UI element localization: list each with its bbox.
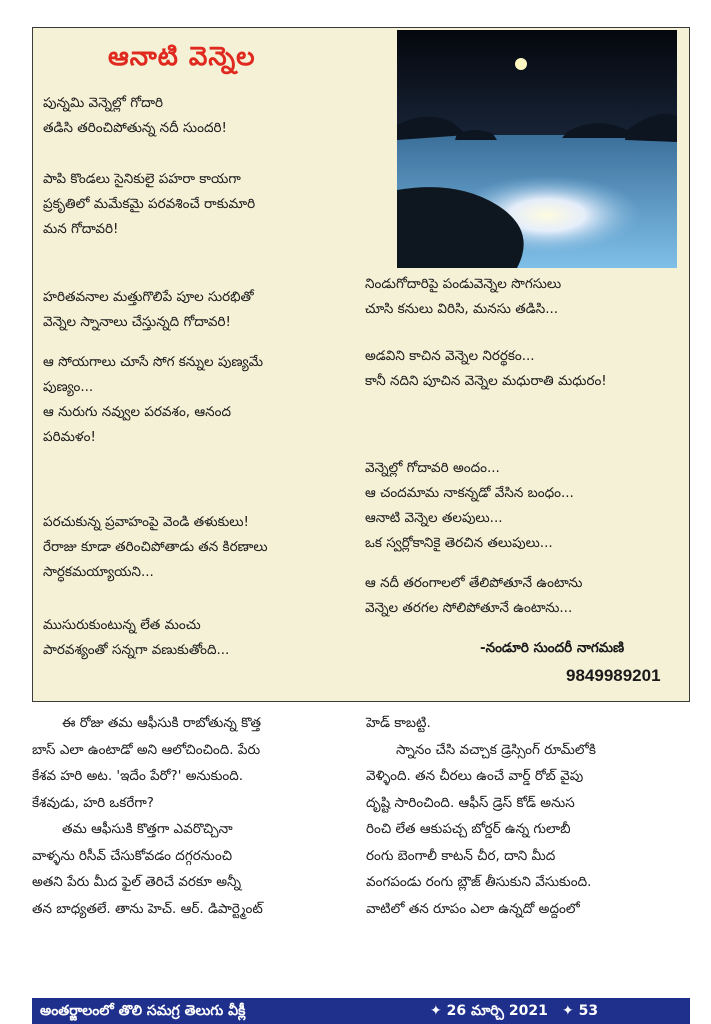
poem-line: ఆ నురుగు నవ్వుల పరవశం, ఆనంద xyxy=(43,404,232,420)
poem-author: -నండూరి సుందరీ నాగమణి xyxy=(480,640,625,656)
footer-page-number: ✦ 53 xyxy=(562,1003,599,1019)
poem-line: పుణ్యం... xyxy=(43,379,94,395)
poem-line: వెన్నెల తరగల సోలిపోతూనే ఉంటాను... xyxy=(365,600,573,616)
author-phone: 9849989201 xyxy=(566,666,661,685)
poem-line: పరిమళం! xyxy=(43,429,96,445)
story-line: దృష్టి సారించింది. ఆఫీస్ డ్రెస్ కోడ్ అనుస xyxy=(366,794,575,811)
poem-line: సార్ధకమయ్యాయని... xyxy=(43,564,154,580)
poem-line: మన గోదావరి! xyxy=(43,221,119,237)
story-line: కేశవ హరి అట. 'ఇదేం పేరో?' అనుకుంది. xyxy=(32,768,244,784)
footer-tagline: అంతర్జాలంలో తొలి సమగ్ర తెలుగు వీక్లీ xyxy=(40,1003,246,1019)
poem-line: పారవశ్యంతో సన్నగా వణుకుతోంది... xyxy=(43,642,230,658)
story-line: రంగు బెంగాలీ కాటన్ చీర, దాని మీద xyxy=(366,847,556,864)
story-line: తమ ఆఫీసుకి కొత్తగా ఎవరొచ్చినా xyxy=(62,821,233,837)
footer-date: ✦ 26 మార్చి 2021 xyxy=(430,1003,548,1019)
footer-bar xyxy=(32,998,690,1024)
story-line: అతని పేరు మీద ఫైల్ తెరిచే వరకూ అన్నీ xyxy=(32,874,242,890)
poem-line: వెన్నెల స్నానాలు చేస్తున్నది గోదావరి! xyxy=(43,314,231,330)
story-line: వంగపండు రంగు బ్లౌజ్ తీసుకుని వేసుకుంది. xyxy=(366,874,592,890)
poem-stanza-3 xyxy=(43,285,254,335)
moonlit-river-image xyxy=(397,30,677,268)
poem-line: పాపి కొండలు సైనికులై పహరా కాయగా xyxy=(43,171,241,187)
poem-line: ప్రకృతిలో మమేకమై పరవశించే రాకుమారి xyxy=(43,196,256,212)
poem-stanza-7 xyxy=(365,272,561,322)
story-line: వాటిలో తన రూపం ఎలా ఉన్నదో అద్దంలో xyxy=(366,900,580,917)
poem-line: హరితవనాల మత్తుగొలిపే పూల సురభితో xyxy=(43,289,254,305)
story-line: హెడ్ కాబట్టి. xyxy=(366,715,431,731)
poem-line: చూసి కనులు విరిసి, మనసు తడిసి... xyxy=(365,301,559,317)
story-line: తన బాధ్యతలే. తాను హెచ్. ఆర్. డిపార్ట్మెంట్ xyxy=(32,900,263,917)
poem-stanza-6 xyxy=(43,613,229,663)
poem-stanza-8 xyxy=(365,344,607,394)
poem-line: ఆ చందమామ నాకన్నడో వేసిన బంధం... xyxy=(365,485,574,501)
story-paragraph xyxy=(32,710,357,816)
story-column-left xyxy=(32,710,357,922)
poem-line: ముసురుకుంటున్న లేత మంచు xyxy=(43,617,201,633)
poem-stanza-5 xyxy=(43,510,268,585)
poem-line: పున్నమి వెన్నెల్లో గోదారి xyxy=(43,95,164,111)
poem-line: ఒక స్వర్లోకానికై తెరచిన తలుపులు... xyxy=(365,535,553,551)
poem-stanza-2 xyxy=(43,167,255,242)
story-paragraph xyxy=(32,816,357,922)
poem-stanza-4 xyxy=(43,350,263,450)
story-line: ఈ రోజు తమ ఆఫీసుకి రాబోతున్న కొత్త xyxy=(62,715,262,731)
poem-line: రేరాజు కూడా తరించిపోతాడు తన కిరణాలు xyxy=(43,539,268,555)
moonlit-river-photo xyxy=(397,30,677,268)
story-paragraph xyxy=(366,737,691,923)
poem-title: ఆనాటి వెన్నెల xyxy=(108,42,256,72)
poem-line: వెన్నెల్లో గోదావరి అందం... xyxy=(365,460,500,476)
moon-icon xyxy=(515,58,527,70)
poem-stanza-10 xyxy=(365,571,582,621)
story-line: వెళ్ళింది. తన చీరలు ఉంచే వార్డ్ రోబ్ వైపు xyxy=(366,768,584,784)
poem-line: పరచుకున్న ప్రవాహంపై వెండి తళుకులు! xyxy=(43,514,249,530)
story-column-right xyxy=(366,710,691,922)
story-paragraph xyxy=(366,710,691,737)
story-line: రించి లేత ఆకుపచ్చ బోర్డర్ ఉన్న గులాబీ xyxy=(366,821,571,837)
story-line: కేశవుడు, హరి ఒకరేగా? xyxy=(32,794,154,811)
poem-line: ఆ సోయగాలు చూసే సోగ కన్నుల పుణ్యమే xyxy=(43,354,263,370)
poem-line: తడిసి తరించిపోతున్న నదీ సుందరి! xyxy=(43,120,227,136)
poem-line: ఆ నదీ తరంగాలలో తేలిపోతూనే ఉంటాను xyxy=(365,575,583,591)
story-line: స్నానం చేసి వచ్చాక డ్రెస్సింగ్ రూమ్‌లోకి xyxy=(396,741,596,758)
poem-line: కానీ నదిని పూచిన వెన్నెల మధురాతి మధురం! xyxy=(365,373,607,389)
story-line: వాళ్ళను రిసీవ్ చేసుకోవడం దగ్గరనుంచి xyxy=(32,847,233,864)
poem-line: ఆనాటి వెన్నెల తలపులు... xyxy=(365,510,503,526)
poem-stanza-1 xyxy=(43,91,227,141)
poem-stanza-9 xyxy=(365,456,574,556)
story-line: బాస్ ఎలా ఉంటాడో అని ఆలోచించింది. పేరు xyxy=(32,741,261,758)
poem-line: నిండుగోదారిపై పండువెన్నెల సొగసులు xyxy=(365,276,562,292)
poem-line: అడవిని కాచిన వెన్నెల నిరర్థకం... xyxy=(365,348,535,364)
